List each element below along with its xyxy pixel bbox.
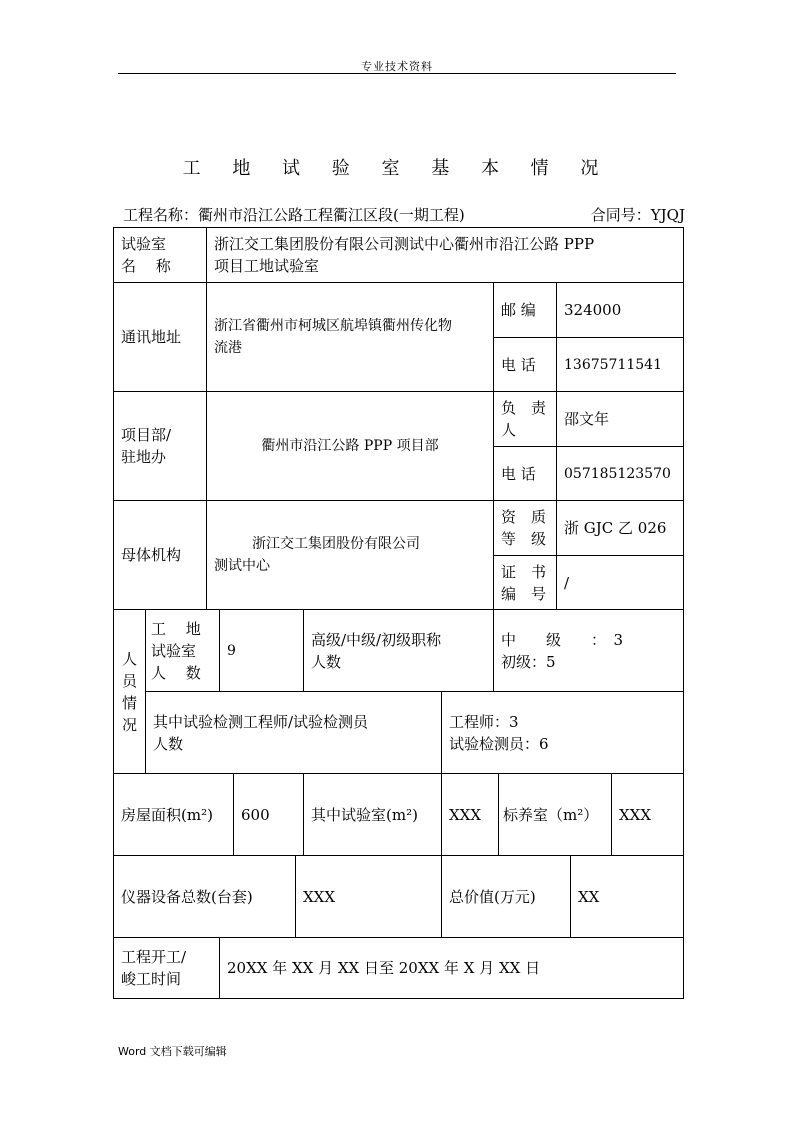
lab-name-label-line-1: 试验室 [121,235,167,253]
address-line-1: 浙江省衢州市柯城区航埠镇衢州传化物 [214,318,452,334]
document-title: 工 地 试 验 室 基 本 情 况 [182,158,612,179]
staff-label-char-3: 情 [121,693,137,712]
parent-label: 母体机构 [121,546,182,564]
equipment-label: 仪器设备总数(台套) [121,887,253,906]
address-value [207,283,493,391]
area-label: 房屋面积(m²) [121,805,213,824]
staff-label-char-4: 况 [121,715,137,734]
phone-value: 13675711541 [564,356,662,373]
engineer-value [442,692,683,773]
engineer-value-line-1: 工程师：3 [449,712,519,731]
certificate-label [494,556,556,609]
certificate-label-line-1: 证 书 [501,562,547,581]
manager-label-line-2: 人 [501,421,517,439]
address-line-2: 流港 [214,340,242,356]
title-level-label [304,610,493,691]
lab-name-line-2: 项目工地试验室 [214,257,320,275]
certificate-label-line-2: 编 号 [501,584,547,603]
title-level-value [494,610,683,691]
time-value: 20XX 年 XX 月 XX 日至 20XX 年 X 月 XX 日 [227,959,541,977]
qualification-value: 浙 GJC 乙 026 [564,519,667,537]
site-staff-label [146,610,219,691]
page-header: 专业技术资料 [361,60,433,73]
title-level-label-line-2: 人数 [311,652,342,671]
engineer-label [146,692,441,773]
table-border-right [683,227,684,999]
lab-name-label-line-2: 名 称 [121,257,171,275]
contract-number: 合同号：YJQJ [590,206,685,224]
engineer-label-line-2: 人数 [153,734,184,753]
dept-label [114,392,206,500]
lab-name-line-1: 浙江交工集团股份有限公司测试中心衢州市沿江公路 PPP [214,235,595,253]
lab-name-value [207,228,683,282]
time-label [114,938,219,998]
equipment-value: XXX [303,887,336,906]
staff-label-char-2: 员 [121,671,137,690]
dept-phone-label: 电 话 [501,464,536,483]
parent-line-1: 浙江交工集团股份有限公司 [252,536,420,552]
title-level-label-line-1: 高级/中级/初级职称 [311,630,442,649]
project-name: 工程名称：衢州市沿江公路工程衢江区段(一期工程) [123,206,465,224]
total-value: XX [578,887,600,906]
engineer-label-line-1: 其中试验检测工程师/试验检测员 [153,712,369,731]
site-staff-label-line-1: 工 地 [151,619,201,638]
manager-label-line-1: 负 责 [501,399,547,417]
site-staff-count: 9 [227,642,236,659]
phone-label: 电 话 [501,355,536,374]
staff-label [114,610,145,773]
time-label-line-1: 工程开工/ [121,948,187,966]
title-level-value-line-1: 中 级 ： 3 [501,630,624,649]
parent-value [207,501,493,609]
area-value: 600 [241,805,270,824]
certificate-value: / [564,573,570,592]
site-staff-label-line-3: 人 数 [151,663,201,682]
title-level-value-line-2: 初级：5 [501,652,556,671]
qualification-label-line-1: 资 质 [501,508,547,526]
engineer-value-line-2: 试验检测员：6 [449,734,549,753]
staff-label-char-1: 人 [121,649,137,668]
qualification-label [494,501,556,555]
postcode-value: 324000 [564,301,622,319]
dept-label-line-1: 项目部/ [121,426,172,444]
lab-area-label: 其中试验室(m²) [311,805,418,824]
site-staff-label-line-2: 试验室 [151,641,197,660]
table-border-bottom [113,998,684,999]
postcode-label: 邮 编 [501,301,536,319]
qualification-label-line-2: 等 级 [501,530,547,548]
manager-value: 邵文年 [564,410,610,428]
lab-area-value: XXX [449,805,482,824]
total-value-label: 总价值(万元) [449,887,536,906]
curing-label: 标养室（m²） [503,805,599,824]
page-footer: Word 文档下载可编辑 [118,1045,227,1058]
dept-label-line-2: 驻地办 [121,448,167,466]
manager-label [494,392,556,446]
address-label: 通讯地址 [121,328,182,346]
dept-phone-value: 057185123570 [564,465,671,482]
time-label-line-2: 峻工时间 [121,970,182,988]
lab-name-label [114,228,206,282]
dept-value: 衢州市沿江公路 PPP 项目部 [261,438,439,454]
curing-value: XXX [619,805,652,824]
parent-line-2: 测试中心 [214,558,270,574]
